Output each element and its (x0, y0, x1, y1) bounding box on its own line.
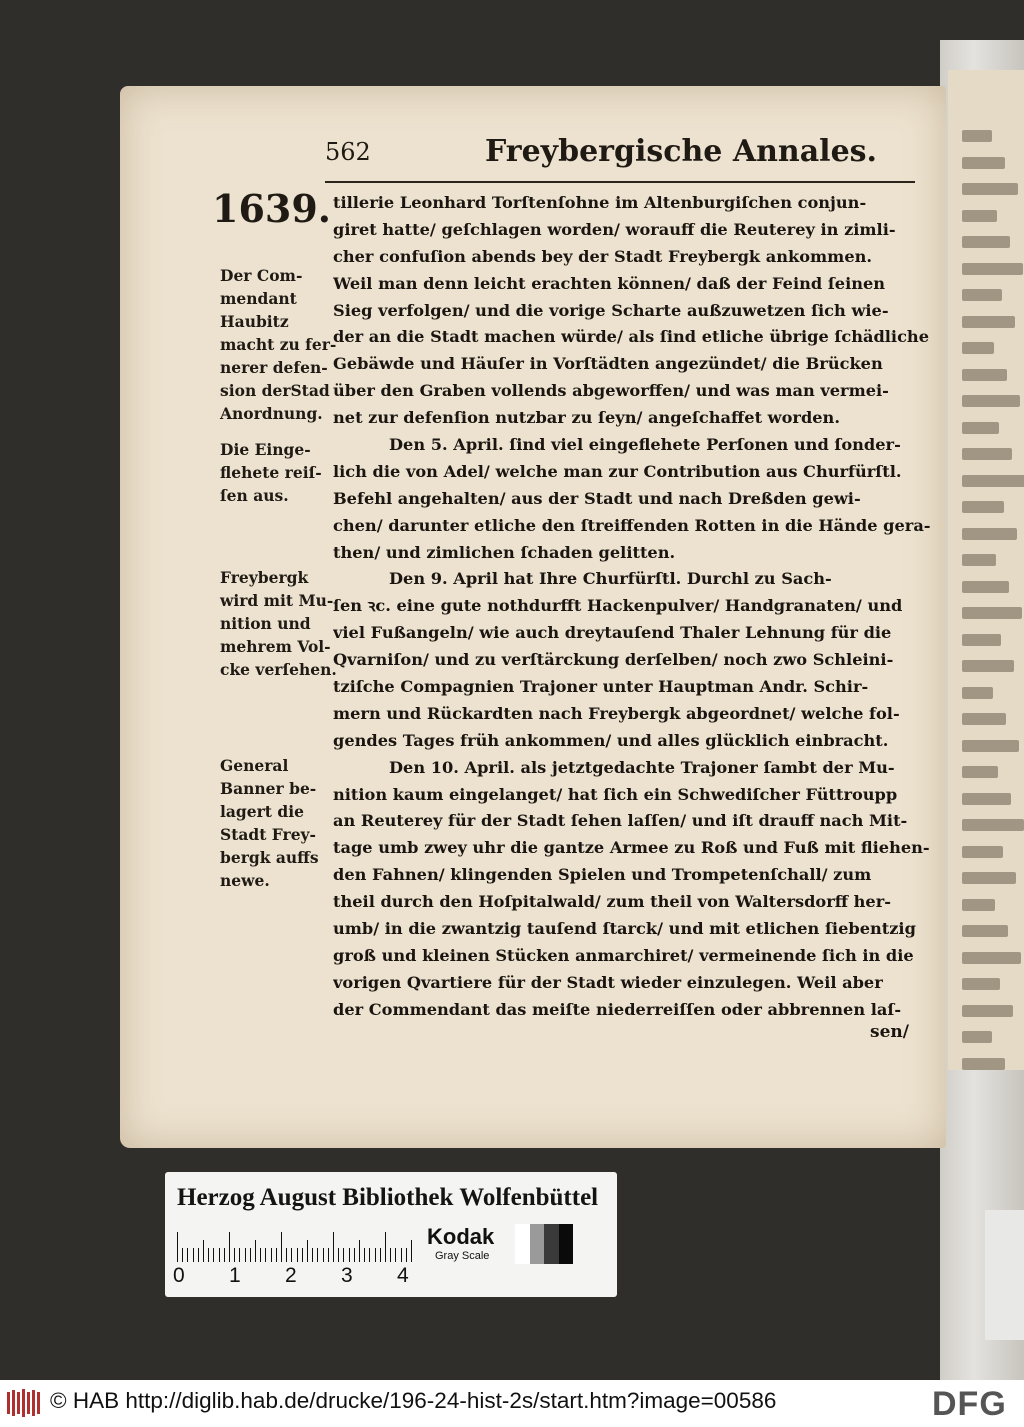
adjacent-page-text-fragment (962, 157, 1005, 169)
ruler-tick (328, 1248, 329, 1262)
ruler-tick (187, 1248, 188, 1262)
ruler-tick (265, 1248, 266, 1262)
gray-swatch (544, 1224, 559, 1264)
adjacent-page-text-fragment (962, 236, 1010, 248)
adjacent-page-text-fragment (962, 952, 1021, 964)
adjacent-page-text-fragment (962, 1005, 1013, 1017)
margin-note-line: newe. (220, 871, 270, 890)
adjacent-page-text-fragment (962, 581, 1009, 593)
ruler-tick (390, 1248, 391, 1262)
ruler-tick (338, 1248, 339, 1262)
margin-note-line: nerer defen- (220, 358, 328, 377)
adjacent-page-text-fragment (962, 501, 1004, 513)
ruler-tick (219, 1248, 220, 1262)
body-line: Qvarniſon/ und zu verſtärckung derſelben/ noch zwo Schleini- (333, 650, 894, 670)
body-line: Befehl angehalten/ aus der Stadt und nach Dreßden gewi- (333, 488, 861, 508)
adjacent-page-text-fragment (962, 634, 1001, 646)
ruler-tick (208, 1248, 209, 1262)
ruler-tick (302, 1248, 303, 1262)
body-line: gendes Tages früh ankommen/ und alles glücklich einbracht. (333, 730, 889, 750)
ruler-number: 4 (397, 1264, 409, 1287)
ruler-tick (343, 1248, 344, 1262)
body-line: then/ und zimlichen ſchaden gelitten. (333, 542, 676, 562)
adjacent-page-text-fragment (962, 395, 1020, 407)
running-title: Freybergische Annales. (485, 134, 877, 169)
ruler-tick (286, 1248, 287, 1262)
margin-note-line: cke verſehen. (220, 660, 337, 679)
ruler-tick (234, 1248, 235, 1262)
margin-note-banner-siege (220, 754, 332, 892)
dfg-logo: DFG (932, 1385, 1007, 1423)
adjacent-page-text-fragment (962, 872, 1016, 884)
margin-note-munition (220, 566, 337, 681)
library-color-target-label (165, 1172, 617, 1297)
ruler-numbers (173, 1264, 423, 1290)
year-marker: 1639. (212, 186, 331, 231)
ruler-number: 2 (285, 1264, 297, 1287)
body-line: nition kaum eingelanget/ hat ſich ein Schwediſcher Füttroupp (333, 784, 898, 804)
body-line: mern und Rückardten nach Freybergk abgeordnet/ welche fol- (333, 703, 900, 723)
body-line: der an die Stadt machen würde/ als ſind etliche übrige ſchädliche (333, 327, 930, 347)
ruler-tick (354, 1248, 355, 1262)
ruler-tick (271, 1248, 272, 1262)
gray-swatches (515, 1224, 573, 1264)
ruler-tick (255, 1240, 256, 1262)
margin-note-line: Der Com- (220, 266, 303, 285)
margin-note-line: wird mit Mu- (220, 591, 334, 610)
ruler-tick (411, 1240, 412, 1262)
adjacent-page-text-fragment (962, 925, 1008, 937)
margin-note-line: mehrem Vol- (220, 637, 331, 656)
margin-note-line: lagert die (220, 802, 304, 821)
ruler-number: 3 (341, 1264, 353, 1287)
ruler-tick (203, 1240, 204, 1262)
adjacent-page-text-fragment (962, 607, 1022, 619)
ruler-tick (401, 1248, 402, 1262)
ruler-tick (312, 1248, 313, 1262)
margin-note-line: bergk auffs (220, 848, 319, 867)
ruler-tick (369, 1248, 370, 1262)
ruler-tick (359, 1240, 360, 1262)
library-name: Herzog August Bibliothek Wolfenbüttel (177, 1184, 599, 1211)
body-line: cher confuſion abends bey der Stadt Freybergk ankommen. (333, 246, 873, 266)
adjacent-page-text-fragment (962, 978, 1000, 990)
adjacent-page-text-fragment (962, 899, 995, 911)
adjacent-page-text-fragment (962, 422, 999, 434)
adjacent-page-text-fragment (962, 183, 1018, 195)
adjacent-page-text-fragment (962, 316, 1015, 328)
adjacent-page-text-fragment (962, 554, 996, 566)
body-line: Den 10. April. als jetztgedachte Trajoner ſambt der Mu- (389, 757, 895, 777)
ruler-tick (297, 1248, 298, 1262)
adjacent-page-edge (948, 70, 1024, 1070)
ruler-tick (291, 1248, 292, 1262)
body-text (333, 190, 931, 1024)
body-line: der Commendant das meiſte niederreiſſen oder abbrennen laſ- (333, 999, 902, 1019)
body-line: chen/ darunter etliche den ſtreiffenden Rotten in die Hände gera- (333, 515, 931, 535)
gray-scale-caption: Gray Scale (435, 1250, 490, 1262)
ruler-tick (307, 1240, 308, 1262)
body-line: Den 9. April hat Ihre Churfürſtl. Durchl zu Sach- (389, 569, 832, 589)
gray-swatch (515, 1224, 530, 1264)
margin-note-line: flehete reiſ- (220, 463, 322, 482)
body-line: lich die von Adel/ welche man zur Contribution aus Churfürſtl. (333, 461, 902, 481)
ruler-tick (317, 1248, 318, 1262)
margin-note-line: mendant (220, 289, 297, 308)
gray-swatch (559, 1224, 574, 1264)
adjacent-page-text-fragment (962, 342, 994, 354)
adjacent-page-text-fragment (962, 687, 993, 699)
adjacent-page-text-fragment (962, 793, 1011, 805)
adjacent-page-text-fragment (962, 1031, 992, 1043)
ruler-tick (349, 1248, 350, 1262)
ruler-tick (182, 1248, 183, 1262)
adjacent-page-text-fragment (962, 846, 1003, 858)
ruler-tick (364, 1248, 365, 1262)
body-line: groß und kleinen Stücken anmarchiret/ vermeinende ſich in die (333, 945, 914, 965)
ruler-tick (198, 1248, 199, 1262)
ruler-tick (193, 1248, 194, 1262)
margin-note-line: Banner be- (220, 779, 317, 798)
scale-ruler (177, 1232, 413, 1262)
margin-note-line: macht zu fer- (220, 335, 337, 354)
adjacent-page-text-fragment (962, 819, 1024, 831)
ruler-tick (375, 1248, 376, 1262)
body-line: Weil man denn leicht erachten können/ daß der Feind ſeinen (333, 273, 886, 293)
margin-note-line: ſen aus. (220, 486, 289, 505)
adjacent-page-text-fragment (962, 475, 1024, 487)
ruler-tick (245, 1248, 246, 1262)
ruler-number: 0 (173, 1264, 185, 1287)
adjacent-page-text-fragment (962, 1058, 1005, 1070)
ruler-tick (323, 1248, 324, 1262)
hab-logo-icon (6, 1388, 42, 1418)
page-header (325, 136, 915, 183)
body-line: über den Graben vollends abgeworffen/ und was man vermei- (333, 381, 889, 401)
margin-note-line: Die Einge- (220, 440, 311, 459)
body-line: giret hatte/ geſchlagen worden/ worauff die Reuterey in zimli- (333, 219, 896, 239)
page-number: 562 (325, 138, 371, 166)
body-line: umb/ in die zwantzig tauſend ſtarck/ und mit etlichen ſiebentzig (333, 919, 916, 939)
margin-note-line: Haubitz (220, 312, 289, 331)
side-color-target (985, 1210, 1024, 1340)
margin-note-line: Anordnung. (220, 404, 323, 423)
margin-note-line: Stadt Frey- (220, 825, 316, 844)
body-line: Sieg verfolgen/ und die vorige Scharte außzuwetzen ſich wie- (333, 300, 889, 320)
adjacent-page-text-fragment (962, 263, 1023, 275)
body-line: viel Fußangeln/ wie auch dreytauſend Thaler Lehnung für die (333, 623, 892, 643)
adjacent-page-text-fragment (962, 210, 997, 222)
adjacent-page-text-fragment (962, 130, 992, 142)
ruler-tick (177, 1232, 178, 1262)
body-line: an Reuterey für der Stadt ſehen laſſen/ und iſt drauff nach Mit- (333, 811, 908, 831)
adjacent-page-text-fragment (962, 740, 1019, 752)
ruler-tick (239, 1248, 240, 1262)
body-line: den Fahnen/ klingenden Spielen und Trompetenſchall/ zum (333, 865, 872, 885)
body-line: tillerie Leonhard Torſtenſohne im Altenburgiſchen conjun- (333, 193, 867, 212)
body-line: net zur defenſion nutzbar zu ſeyn/ angeſchaffet worden. (333, 408, 840, 428)
document-page (120, 86, 946, 1148)
ruler-tick (260, 1248, 261, 1262)
margin-note-line: General (220, 756, 289, 775)
body-line: tziſche Compagnien Trajoner unter Hauptman Andr. Schir- (333, 677, 869, 697)
ruler-tick (213, 1248, 214, 1262)
margin-note-line: Freybergk (220, 568, 309, 587)
body-line: theil durch den Hoſpitalwald/ zum theil von Waltersdorff her- (333, 892, 891, 912)
adjacent-page-text-fragment (962, 448, 1012, 460)
margin-note-line: nition und (220, 614, 311, 633)
adjacent-page-text-fragment (962, 766, 998, 778)
catchword: sen/ (870, 1022, 909, 1042)
adjacent-page-text-fragment (962, 660, 1014, 672)
body-line: Den 5. April. ſind viel eingeflehete Perſonen und ſonder- (389, 435, 901, 455)
body-line: ſen ꝛc. eine gute nothdurfft Hackenpulver/ Handgranaten/ und (333, 596, 903, 616)
margin-note-commandant (220, 264, 337, 425)
ruler-tick (385, 1232, 386, 1262)
kodak-brand: Kodak (427, 1224, 495, 1249)
ruler-tick (276, 1248, 277, 1262)
body-line: vorigen Qvartiere für der Stadt wieder einzulegen. Weil aber (333, 972, 883, 992)
ruler-tick (224, 1248, 225, 1262)
gray-swatch (530, 1224, 545, 1264)
ruler-tick (395, 1248, 396, 1262)
ruler-tick (380, 1248, 381, 1262)
adjacent-page-text-fragment (962, 713, 1006, 725)
margin-note-refugees (220, 438, 332, 507)
ruler-tick (406, 1248, 407, 1262)
ruler-tick (250, 1248, 251, 1262)
ruler-tick (229, 1232, 230, 1262)
ruler-number: 1 (229, 1264, 241, 1287)
adjacent-page-text-fragment (962, 289, 1002, 301)
body-line: tage umb zwey uhr die gantze Armee zu Roß und Fuß mit fliehen- (333, 838, 930, 858)
footer-source-link[interactable]: © HAB http://diglib.hab.de/drucke/196-24-hist-2s/start.htm?image=00586 (50, 1388, 777, 1413)
body-line: Gebäwde und Häuſer in Vorſtädten angezündet/ die Brücken (333, 354, 883, 374)
adjacent-page-text-fragment (962, 369, 1007, 381)
margin-note-line: sion derStad (220, 381, 330, 400)
adjacent-page-text-fragment (962, 528, 1017, 540)
ruler-tick (281, 1232, 282, 1262)
ruler-tick (333, 1232, 334, 1262)
footer-bar (0, 1380, 1024, 1427)
